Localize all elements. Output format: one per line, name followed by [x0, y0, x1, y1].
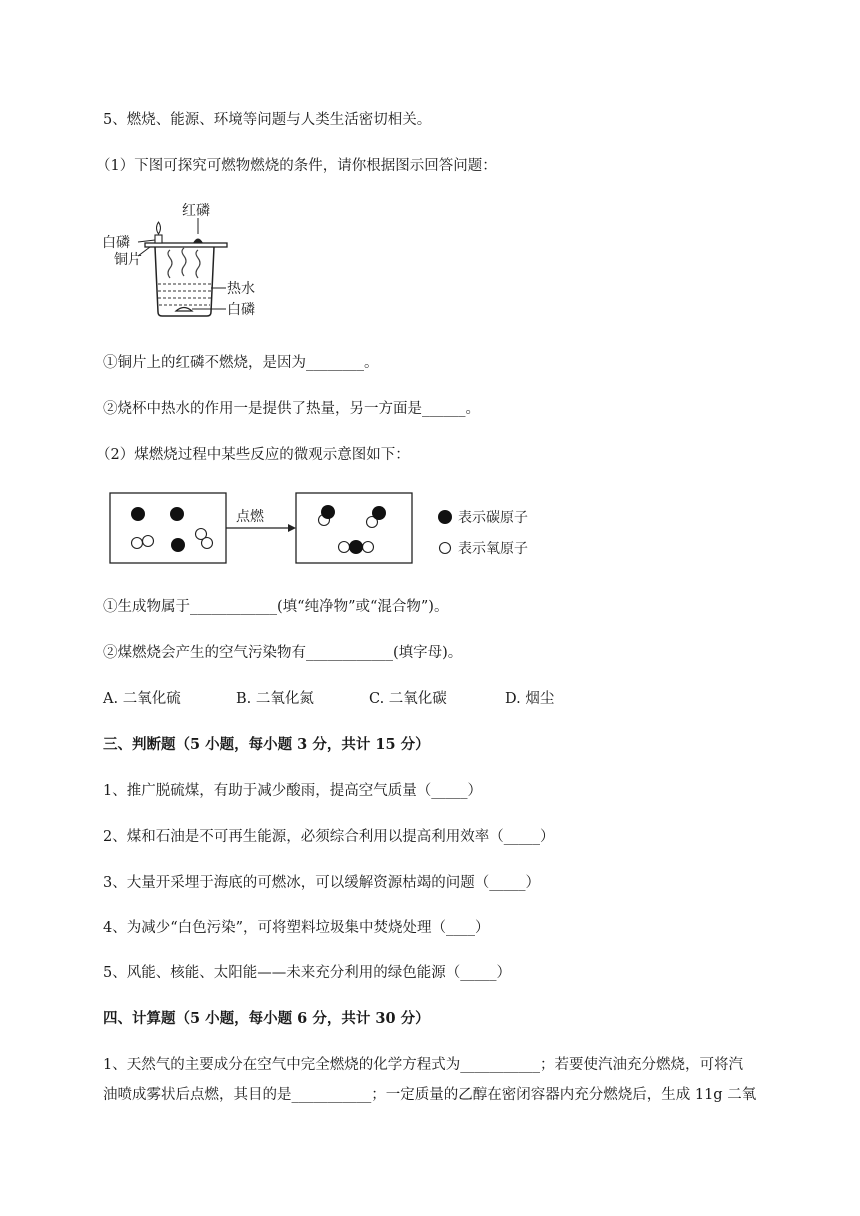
section3-item-2: 2、煤和石油是不可再生能源，必须综合利用以提高利用效率（_____）	[103, 829, 555, 845]
label-hot-water: 热水	[227, 281, 255, 297]
q5-part1-q1: ①铜片上的红磷不燃烧，是因为________。	[103, 355, 379, 371]
section4-q1-line1: 1、天然气的主要成分在空气中完全燃烧的化学方程式为___________；若要使汽油充分燃烧，可将汽	[103, 1057, 743, 1073]
section3-item-3: 3、大量开采埋于海底的可燃冰，可以缓解资源枯竭的问题（_____）	[103, 875, 540, 891]
section3-item-5: 5、风能、核能、太阳能——未来充分利用的绿色能源（_____）	[103, 965, 511, 981]
label-red-phosphorus: 红磷	[182, 203, 210, 219]
label-copper-sheet: 铜片	[114, 252, 142, 268]
q5-part2-options	[103, 689, 554, 709]
label-white-phosphorus-top: 白磷	[102, 235, 130, 251]
option-a: A. 二氧化硫	[103, 691, 181, 707]
q5-part1-q2: ②烧杯中热水的作用一是提供了热量，另一方面是______。	[103, 401, 480, 417]
option-c: C. 二氧化碳	[369, 691, 447, 707]
q5-part2-q2: ②煤燃烧会产生的空气污染物有____________(填字母)。	[103, 645, 463, 661]
option-d: D. 烟尘	[505, 691, 555, 707]
section4-q1-line2: 油喷成雾状后点燃，其目的是___________；一定质量的乙醇在密闭容器内充分燃烧后，生成 11g 二氧	[103, 1087, 757, 1103]
legend-oxygen-atom: 表示氧原子	[458, 541, 528, 557]
q5-part2-q1: ①生成物属于____________(填“纯净物”或“混合物”)。	[103, 599, 449, 615]
q5-intro: 5、燃烧、能源、环境等问题与人类生活密切相关。	[103, 112, 432, 128]
label-white-phosphorus-bottom: 白磷	[227, 302, 255, 318]
q5-part2-prompt: （2）煤燃烧过程中某些反应的微观示意图如下：	[96, 447, 410, 463]
section3-title: 三、判断题（5 小题，每小题 3 分，共计 15 分）	[103, 736, 430, 753]
option-b: B. 二氧化氮	[236, 691, 314, 707]
legend-carbon-atom: 表示碳原子	[458, 510, 528, 526]
combustion-apparatus-figure	[100, 200, 270, 325]
q5-part1-prompt: （1）下图可探究可燃物燃烧的条件，请你根据图示回答问题：	[96, 158, 497, 174]
section3-item-1: 1、推广脱硫煤，有助于减少酸雨，提高空气质量（_____）	[103, 783, 482, 799]
arrow-label-ignite: 点燃	[236, 509, 264, 525]
section4-title: 四、计算题（5 小题，每小题 6 分，共计 30 分）	[103, 1010, 430, 1027]
reaction-micro-diagram	[100, 488, 560, 570]
section3-item-4: 4、为减少“白色污染”，可将塑料垃圾集中焚烧处理（____）	[103, 920, 490, 936]
